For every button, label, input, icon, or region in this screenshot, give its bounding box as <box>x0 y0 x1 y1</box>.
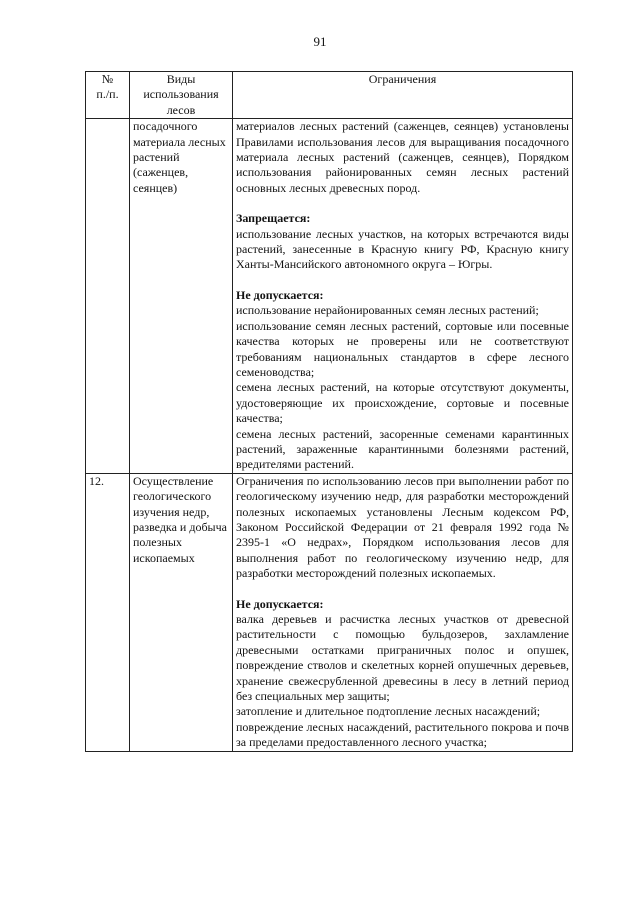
row-number <box>86 119 130 474</box>
row-use-type: посадочного материала лесных растений (саженцев, сеянцев) <box>130 119 233 474</box>
header-number: № п./п. <box>86 72 130 119</box>
restriction-paragraph: Ограничения по использованию лесов при выполнении работ по геологическому изучению недр, для разработки месторождений полезных ископаемых установлены Лесным кодексом РФ, Законом Российской Федерации от 21 февраля 1992 года № 2395-1 «О недрах», Порядком использования лесов для выполнения работ по геологическому изучению недр, для разработки месторождений полезных ископаемых. <box>236 473 569 581</box>
restrictions-table <box>85 71 573 752</box>
restriction-paragraph: повреждение лесных насаждений, растительного покрова и почв за пределами предоставленного лесного участка; <box>236 719 569 750</box>
restriction-paragraph: семена лесных растений, на которые отсутствуют документы, удостоверяющие их происхождение, сортовые и посевные качества; <box>236 380 569 426</box>
restriction-paragraph: использование лесных участков, на которых встречаются виды растений, занесенные в Красную книгу РФ, Красную книгу Ханты-Мансийского автономного округа – Югры. <box>236 226 569 272</box>
restriction-heading: Запрещается: <box>236 211 311 226</box>
row-number: 12. <box>86 473 130 751</box>
header-restrictions: Ограничения <box>233 72 573 119</box>
restriction-paragraph: валка деревьев и расчистка лесных участков от древесной растительности с помощью бульдозеров, захламление древесными остатками приграничных полос и опушек, повреждение стволов и скелетных корней опушечных деревьев, хранение свежесрубленной древесины в лесу в летний период без специальных мер защиты; <box>236 612 569 704</box>
header-forest-use-types: Виды использования лесов <box>130 72 233 119</box>
table-row <box>86 119 573 474</box>
row-restrictions <box>233 473 573 751</box>
page-number: 91 <box>313 34 327 49</box>
restriction-paragraph: затопление и длительное подтопление лесных насаждений; <box>236 704 541 719</box>
restriction-heading: Не допускается: <box>236 287 324 302</box>
table-header-row <box>86 72 573 119</box>
row-restrictions <box>233 119 573 474</box>
restriction-paragraph: материалов лесных растений (саженцев, сеянцев) установлены Правилами использования лесов для выращивания посадочного материала лесных растений (саженцев, сеянцев), Порядком использования районированных семян лесных растений основных лесных древесных пород. <box>236 119 569 195</box>
restriction-paragraph: использование нерайонированных семян лесных растений; <box>236 303 539 318</box>
restriction-paragraph: использование семян лесных растений, сортовые или посевные качества которых не проверены или не соответствуют требованиям национальных стандартов в сфере лесного семеноводства; <box>236 318 569 379</box>
row-use-type: Осуществление геологического изучения недр, разведка и добыча полезных ископаемых <box>130 473 233 751</box>
restriction-paragraph: семена лесных растений, засоренные семенами карантинных растений, зараженные карантинными болезнями растений, вредителями растений. <box>236 426 569 472</box>
restriction-heading: Не допускается: <box>236 596 324 611</box>
table-row <box>86 473 573 751</box>
